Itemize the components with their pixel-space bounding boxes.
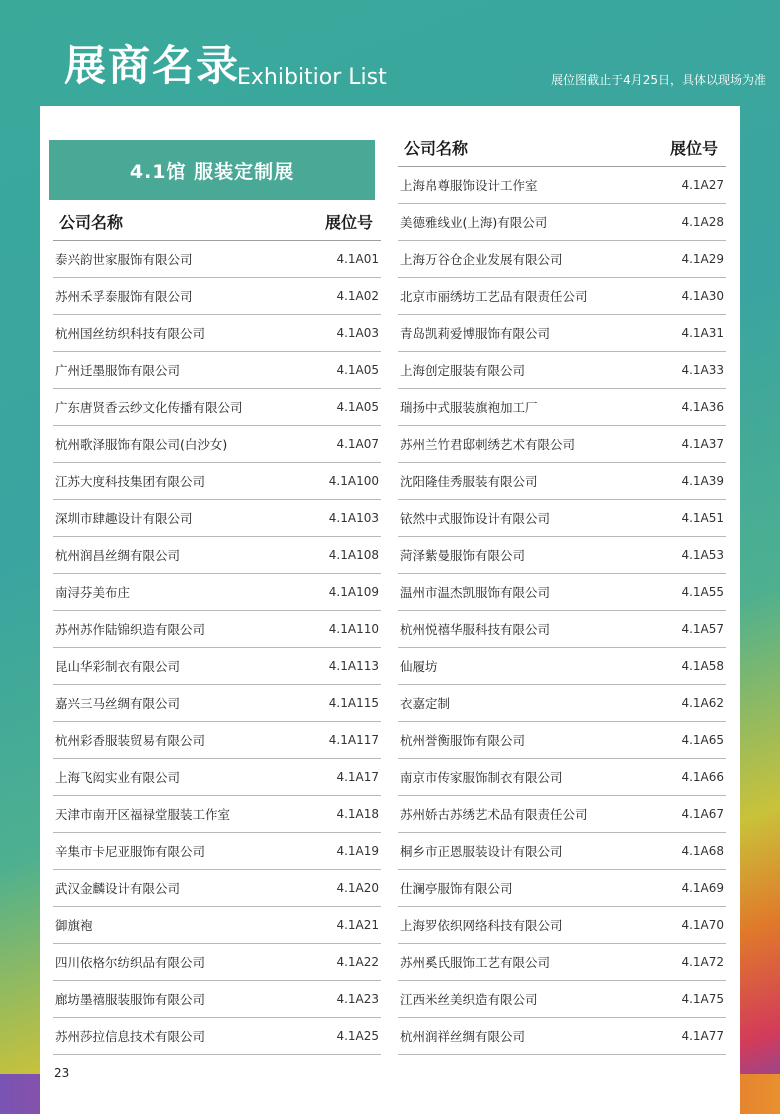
company-name: 铱然中式服饰设计有限公司 [400,511,551,526]
right-column [398,128,726,1055]
company-name: 廊坊墨禧服装服饰有限公司 [55,992,206,1007]
company-name: 天津市南开区福禄堂服装工作室 [55,807,231,822]
list-item [53,1018,381,1055]
list-item [53,426,381,463]
company-name: 美德雅线业(上海)有限公司 [400,215,548,230]
booth-number: 4.1A20 [336,881,379,895]
booth-header: 展位号 [669,138,718,158]
booth-number: 4.1A27 [681,178,724,192]
list-item [398,167,726,204]
list-item [398,685,726,722]
company-name: 苏州娇古苏绣艺术品有限责任公司 [400,807,588,822]
booth-number: 4.1A68 [681,844,724,858]
list-item [398,981,726,1018]
booth-number: 4.1A53 [681,548,724,562]
page-title: 展商名录 [64,41,241,90]
company-name: 桐乡市正恩服装设计有限公司 [400,844,563,859]
list-item [398,241,726,278]
booth-number: 4.1A03 [336,326,379,340]
company-name: 南京市传家服饰制衣有限公司 [400,770,563,785]
list-item [398,648,726,685]
booth-number: 4.1A69 [681,881,724,895]
list-item [398,537,726,574]
booth-number: 4.1A19 [336,844,379,858]
company-name: 苏州莎拉信息技术有限公司 [55,1029,206,1044]
list-item [53,278,381,315]
booth-number: 4.1A72 [681,955,724,969]
company-name: 杭州润祥丝绸有限公司 [400,1029,526,1044]
company-name: 昆山华彩制衣有限公司 [55,659,181,674]
list-item [53,389,381,426]
list-item [398,204,726,241]
company-name: 北京市丽绣坊工艺品有限责任公司 [400,289,588,304]
company-name: 嘉兴三马丝绸有限公司 [55,696,181,711]
booth-number: 4.1A28 [681,215,724,229]
booth-number: 4.1A57 [681,622,724,636]
booth-number: 4.1A70 [681,918,724,932]
list-item [53,944,381,981]
booth-number: 4.1A67 [681,807,724,821]
booth-number: 4.1A25 [336,1029,379,1043]
booth-number: 4.1A77 [681,1029,724,1043]
company-name: 江苏大度科技集团有限公司 [55,474,206,489]
booth-header: 展位号 [324,212,373,232]
booth-number: 4.1A109 [328,585,379,599]
list-item [398,833,726,870]
booth-number: 4.1A62 [681,696,724,710]
booth-number: 4.1A18 [336,807,379,821]
booth-number: 4.1A113 [328,659,379,673]
list-item [398,278,726,315]
booth-number: 4.1A33 [681,363,724,377]
company-name: 苏州苏作陆锦织造有限公司 [55,622,206,637]
company-name: 杭州国丝纺织科技有限公司 [55,326,206,341]
booth-number: 4.1A21 [336,918,379,932]
booth-number: 4.1A07 [336,437,379,451]
list-item [53,981,381,1018]
company-name: 深圳市肆趣设计有限公司 [55,511,193,526]
company-name: 温州市温杰凯服饰有限公司 [400,585,551,600]
list-item [53,611,381,648]
booth-number: 4.1A115 [328,696,379,710]
list-item [398,463,726,500]
list-item [53,241,381,278]
list-item [53,722,381,759]
list-item [53,796,381,833]
list-item [398,796,726,833]
content-panel [40,106,740,1114]
company-name: 江西米丝美织造有限公司 [400,992,538,1007]
company-name: 苏州奚氏服饰工艺有限公司 [400,955,551,970]
booth-number: 4.1A05 [336,400,379,414]
booth-number: 4.1A17 [336,770,379,784]
booth-number: 4.1A39 [681,474,724,488]
left-column-header [53,202,381,241]
booth-number: 4.1A30 [681,289,724,303]
list-item [53,537,381,574]
list-item [398,1018,726,1055]
booth-number: 4.1A02 [336,289,379,303]
company-name: 上海万谷仓企业发展有限公司 [400,252,563,267]
booth-number: 4.1A31 [681,326,724,340]
booth-number: 4.1A36 [681,400,724,414]
list-item [53,500,381,537]
right-rows [398,167,726,1055]
company-name: 苏州禾孚泰服饰有限公司 [55,289,193,304]
company-name: 上海创定服装有限公司 [400,363,526,378]
company-name: 杭州誉衡服饰有限公司 [400,733,526,748]
booth-number: 4.1A75 [681,992,724,1006]
booth-number: 4.1A108 [328,548,379,562]
list-item [398,722,726,759]
company-name: 仕澜亭服饰有限公司 [400,881,513,896]
company-name: 上海罗依织网络科技有限公司 [400,918,563,933]
booth-number: 4.1A103 [328,511,379,525]
company-name: 苏州兰竹君邸刺绣艺术有限公司 [400,437,576,452]
company-name: 上海帛尊服饰设计工作室 [400,178,538,193]
company-name: 四川依格尔纺织品有限公司 [55,955,206,970]
company-name: 菏泽紫曼服饰有限公司 [400,548,526,563]
right-column-header [398,128,726,167]
company-name: 辛集市卡尼亚服饰有限公司 [55,844,206,859]
booth-number: 4.1A05 [336,363,379,377]
list-item [398,315,726,352]
left-rows [53,241,381,1055]
list-item [398,611,726,648]
list-item [53,685,381,722]
list-item [53,759,381,796]
company-name: 杭州润昌丝绸有限公司 [55,548,181,563]
list-item [398,907,726,944]
booth-number: 4.1A117 [328,733,379,747]
list-item [398,944,726,981]
list-item [53,574,381,611]
booth-number: 4.1A37 [681,437,724,451]
booth-number: 4.1A110 [328,622,379,636]
list-item [398,759,726,796]
company-name: 南浔芬美布庄 [55,585,131,600]
list-item [398,500,726,537]
list-item [398,389,726,426]
company-header: 公司名称 [59,212,124,232]
booth-number: 4.1A58 [681,659,724,673]
section-banner: 4.1馆 服装定制展 [49,140,375,200]
company-name: 瑞扬中式服装旗袍加工厂 [400,400,538,415]
company-name: 广州迁墨服饰有限公司 [55,363,181,378]
list-item [398,574,726,611]
company-name: 武汉金麟设计有限公司 [55,881,181,896]
booth-number: 4.1A66 [681,770,724,784]
header-note: 展位图截止于4月25日，具体以现场为准 [551,73,766,87]
list-item [53,907,381,944]
left-column [53,202,381,1055]
booth-number: 4.1A51 [681,511,724,525]
company-name: 衣嘉定制 [400,696,451,711]
booth-number: 4.1A55 [681,585,724,599]
company-name: 泰兴韵世家服饰有限公司 [55,252,193,267]
booth-number: 4.1A22 [336,955,379,969]
company-name: 杭州歌泽服饰有限公司(白沙女) [55,437,228,452]
company-name: 仙履坊 [400,659,438,674]
list-item [53,648,381,685]
list-item [53,833,381,870]
list-item [398,426,726,463]
company-name: 广东唐贤香云纱文化传播有限公司 [55,400,243,415]
company-name: 沈阳隆佳秀服装有限公司 [400,474,538,489]
booth-number: 4.1A01 [336,252,379,266]
list-item [53,870,381,907]
page-number: 23 [54,1066,70,1080]
booth-number: 4.1A100 [328,474,379,488]
company-name: 御旗袍 [55,918,93,933]
list-item [398,352,726,389]
list-item [398,870,726,907]
list-item [53,352,381,389]
company-name: 上海飞闳实业有限公司 [55,770,181,785]
company-name: 青岛凯莉爱博服饰有限公司 [400,326,551,341]
booth-number: 4.1A65 [681,733,724,747]
company-name: 杭州彩香服装贸易有限公司 [55,733,206,748]
booth-number: 4.1A29 [681,252,724,266]
company-name: 杭州悦禧华服科技有限公司 [400,622,551,637]
list-item [53,463,381,500]
list-item [53,315,381,352]
booth-number: 4.1A23 [336,992,379,1006]
company-header: 公司名称 [404,138,469,158]
page-subtitle: Exhibitior List [237,65,387,90]
